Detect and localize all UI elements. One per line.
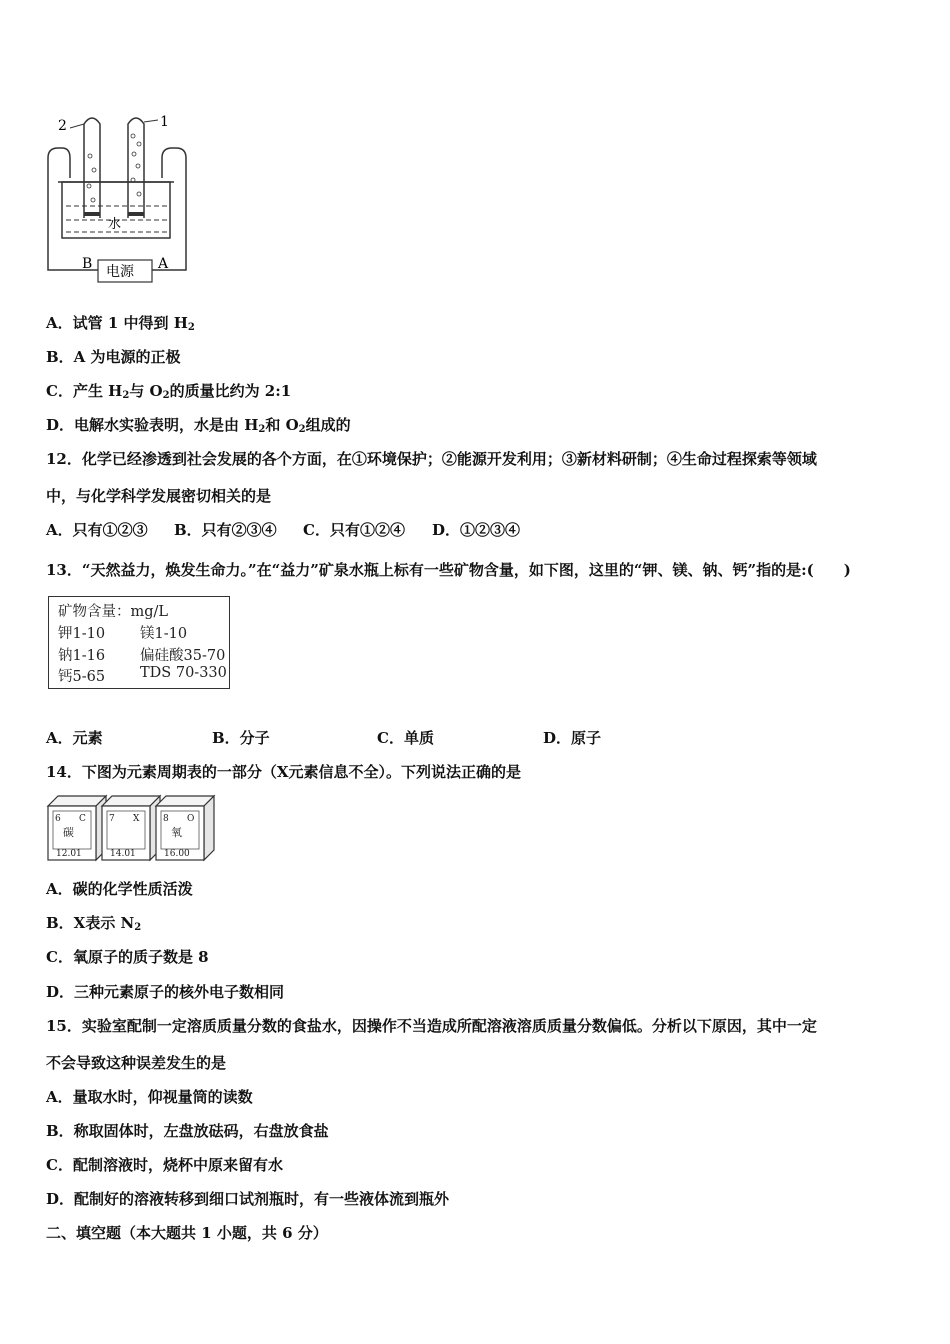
oxygen-mass: 16.00 (164, 849, 190, 859)
q12-option-d: D．①②③④ (432, 521, 521, 539)
q11-option-b: B．A 为电源的正极 (46, 348, 181, 366)
section-2-heading: 二、填空题（本大题共 1 小题，共 6 分） (46, 1224, 328, 1242)
q12-stem-line1: 12．化学已经渗透到社会发展的各个方面，在①环境保护；②能源开发利用；③新材料研制；④生命过程探索等领域 (46, 450, 817, 468)
electrode-b-label: B (82, 256, 93, 272)
q15-option-a: A．量取水时，仰视量筒的读数 (46, 1088, 253, 1106)
q11-option-a: A．试管 1 中得到 $H_2$ (46, 314, 195, 333)
oxygen-symbol: O (187, 814, 195, 824)
oxygen-number: 8 (163, 814, 169, 824)
power-source-label: 电源 (106, 264, 134, 280)
mineral-row: 钾1-10 镁1-10 (58, 626, 188, 642)
q15-stem-line2: 不会导致这种误差发生的是 (46, 1054, 227, 1072)
q14-stem: 14．下图为元素周期表的一部分（X元素信息不全）。下列说法正确的是 (46, 763, 522, 781)
electrolysis-diagram (40, 108, 200, 288)
mineral-row: 钙5-65 TDS 70-330 (58, 665, 227, 685)
periodic-table-fragment (44, 792, 220, 864)
q15-option-b: B．称取固体时，左盘放砝码，右盘放食盐 (46, 1122, 329, 1140)
carbon-symbol: C (79, 814, 86, 824)
x-number: 7 (109, 814, 115, 824)
tube-1-label: 1 (160, 114, 169, 130)
mineral-title: 矿物含量：mg/L (58, 604, 169, 620)
q11-option-c: C．产生 $H_2$与 $O_2$的质量比约为 2:1 (46, 382, 292, 401)
q14-option-c: C．氧原子的质子数是 8 (46, 948, 209, 966)
q15-stem-line1: 15．实验室配制一定溶质质量分数的食盐水，因操作不当造成所配溶液溶质质量分数偏低。分析以下原因，其中一定 (46, 1017, 817, 1035)
q13-option-c: C．单质 (377, 729, 434, 747)
q13-option-b: B．分子 (212, 729, 270, 747)
mineral-label-box (48, 596, 230, 689)
q13-stem: 13．“天然益力，焕发生命力。”在“益力”矿泉水瓶上标有一些矿物含量，如下图，这里的“钾、镁、钠、钙”指的是:( ) (46, 561, 851, 579)
q12-stem-line2: 中，与化学科学发展密切相关的是 (46, 487, 272, 505)
q12-option-a: A．只有①②③ (46, 521, 148, 539)
mineral-row: 钠1-16 偏硅酸35-70 (58, 648, 226, 664)
q13-option-a: A．元素 (46, 729, 103, 747)
q12-option-b: B．只有②③④ (174, 521, 277, 539)
carbon-name: 碳 (63, 826, 74, 839)
carbon-number: 6 (55, 814, 61, 824)
oxygen-name: 氧 (171, 826, 182, 839)
x-mass: 14.01 (110, 849, 136, 859)
q15-option-c: C．配制溶液时，烧杯中原来留有水 (46, 1156, 283, 1174)
q13-option-d: D．原子 (543, 729, 602, 747)
q11-option-d: D．电解水实验表明，水是由 $H_2$和 $O_2$组成的 (46, 416, 351, 435)
q14-option-a: A．碳的化学性质活泼 (46, 880, 193, 898)
q15-option-d: D．配制好的溶液转移到细口试剂瓶时，有一些液体流到瓶外 (46, 1190, 450, 1208)
tube-2-label: 2 (58, 118, 67, 134)
electrode-a-label: A (158, 256, 169, 272)
q14-option-b: B．X表示 $N_2$ (46, 914, 142, 933)
q14-option-d: D．三种元素原子的核外电子数相同 (46, 983, 285, 1001)
water-label: 水 (108, 217, 122, 232)
q12-option-c: C．只有①②④ (303, 521, 405, 539)
carbon-mass: 12.01 (56, 849, 82, 859)
x-symbol: X (133, 814, 140, 824)
